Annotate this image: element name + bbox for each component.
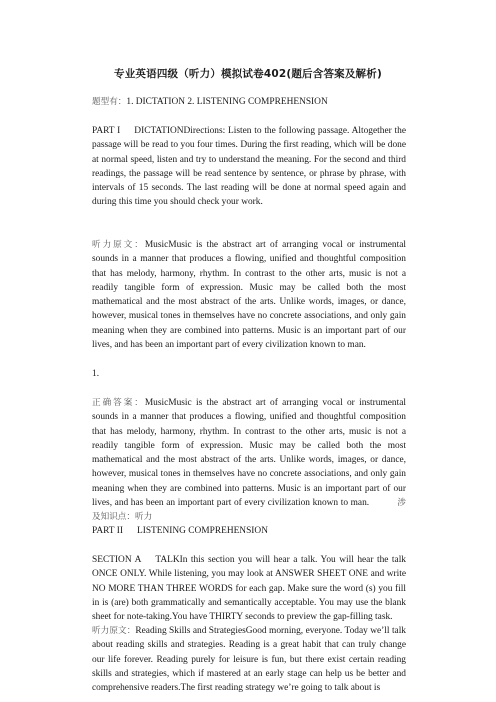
part1-heading: PART I xyxy=(92,126,121,136)
answer1-paragraph xyxy=(92,396,406,525)
transcript2-label: 听力原文： xyxy=(92,626,136,636)
answer1-text: MusicMusic is the abstract art of arranging vocal or instrumental sounds in a manner that produces a flowing, unified and thoughtful composition that has melody, harmony, rhythm. In contrast to the other arts, music is not a readily tangible form of expression. Music may be called both the most mathematical and the most abstract of the arts. Unlike words, images, or dance, however, musical tones in themselves have no concrete associations, and only gain meaning when they are combined into patterns. Music is an important part of our lives, and has been an important part of every civilization known to man. xyxy=(92,398,406,509)
question-number: 1. xyxy=(92,369,100,379)
transcript1-label: 听力原文： xyxy=(92,240,145,250)
part2-heading: PART II xyxy=(92,526,123,536)
transcript1-paragraph xyxy=(92,238,406,352)
transcript1-text: MusicMusic is the abstract art of arranging vocal or instrumental sounds in a manner that produces a flowing, unified and thoughtful composition that has melody, harmony, rhythm. In contrast to the other arts, music is not a readily tangible form of expression. Music may be called both the most mathematical and the most abstract of the arts. Unlike words, images, or dance, however, musical tones in themselves have no concrete associations, and only gain meaning when they are combined into patterns. Music is an important part of our lives, and has been an important part of every civilization known to man. xyxy=(92,240,406,351)
transcript2-text: Reading Skills and StrategiesGood morning, everyone. Today we’ll talk about reading skills and strategies. Reading is a great habit that can truly change our life forever. Reading purely for leisure is fun, but there exist certain reading skills and strategies, which if mastered at an early stage can help us be better and comprehensive readers.The first reading strategy we’re going to talk about is xyxy=(92,626,406,694)
part1-directions-text: DICTATIONDirections: Listen to the following passage. Altogether the passage will be read to you four times. During the first reading, which will be done at normal speed, listen and try to understand the meaning. For the second and third readings, the passage will be read sentence by sentence, or phrase by phrase, with intervals of 15 seconds. The last reading will be done at normal speed again and during this time you should check your work. xyxy=(92,126,406,208)
document-title: 专业英语四级（听力）模拟试卷402(题后含答案及解析) xyxy=(114,68,382,80)
question-types-text: 1. DICTATION 2. LISTENING COMPREHENSION xyxy=(126,97,328,107)
part1-directions xyxy=(92,124,406,210)
answer1-label: 正确答案： xyxy=(92,398,145,408)
question-types-label: 题型有： xyxy=(92,97,127,107)
section-a-paragraph xyxy=(92,553,406,624)
question-types-line xyxy=(92,95,406,109)
knowledge-value: 听力 xyxy=(134,512,153,523)
knowledge-label: 涉及知识点： xyxy=(92,498,406,523)
part2-heading-line xyxy=(92,524,406,538)
part2-heading-text: LISTENING COMPREHENSION xyxy=(136,526,268,536)
transcript2-paragraph xyxy=(92,624,406,695)
section-a-text: TALKIn this section you will hear a talk. You will hear the talk ONCE ONLY. While listening, you may look at ANSWER SHEET ONE and write NO MORE THAN THREE WORDS for each gap. Make sure the word (s) you fill in is (are) both grammatically and semantically acceptable. You may use the blank sheet for note-taking.You have THIRTY seconds to preview the gap-filling task. xyxy=(92,555,406,623)
section-a-heading: SECTION A xyxy=(92,555,142,565)
